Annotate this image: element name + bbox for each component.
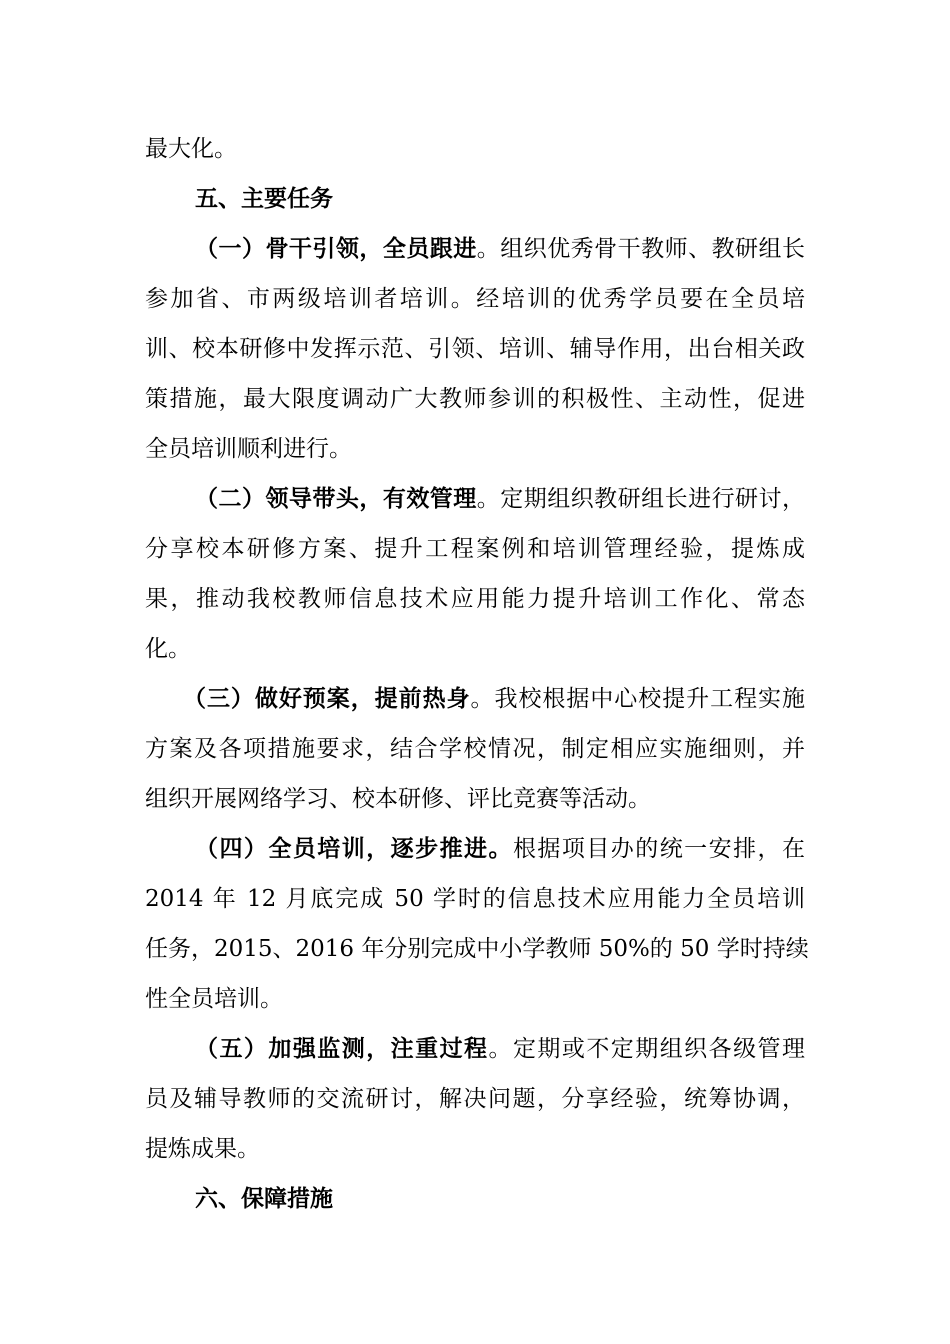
paragraph-line: 提炼成果。 <box>145 1136 260 1162</box>
paragraph-line: 训、校本研修中发挥示范、引领、培训、辅导作用，出台相关政 <box>145 336 805 362</box>
paragraph-line: 全员培训顺利进行。 <box>145 436 352 462</box>
section-heading-5: 五、主要任务 <box>195 186 333 212</box>
paragraph-1-line-1: （一）骨干引领，全员跟进。组织优秀骨干教师、教研组长 <box>195 236 806 262</box>
paragraph-4-line-1: （四）全员培训，逐步推进。根据项目办的统一安排，在 <box>195 836 806 862</box>
paragraph-line: 最大化。 <box>145 136 237 162</box>
paragraph-line: 化。 <box>145 636 191 662</box>
paragraph-2-title: （二）领导带头，有效管理 <box>195 486 477 512</box>
paragraph-line: 2014 年 12 月底完成 50 学时的信息技术应用能力全员培训 <box>145 886 805 912</box>
paragraph-5-title: （五）加强监测，注重过程 <box>195 1036 489 1062</box>
paragraph-4-title: （四）全员培训，逐步推进。 <box>195 836 513 862</box>
paragraph-1-title: （一）骨干引领，全员跟进 <box>195 236 477 262</box>
paragraph-line: 策措施，最大限度调动广大教师参训的积极性、主动性，促进 <box>145 386 805 412</box>
paragraph-line: 分享校本研修方案、提升工程案例和培训管理经验，提炼成 <box>145 536 805 562</box>
section-heading-6: 六、保障措施 <box>195 1186 333 1212</box>
paragraph-line: 组织开展网络学习、校本研修、评比竞赛等活动。 <box>145 786 651 812</box>
paragraph-5-line-1: （五）加强监测，注重过程。定期或不定期组织各级管理 <box>195 1036 806 1062</box>
paragraph-3-line-1: （三）做好预案，提前热身。我校根据中心校提升工程实施 <box>183 686 806 712</box>
paragraph-3-title: （三）做好预案，提前热身 <box>183 686 471 712</box>
paragraph-line: 任务，2015、2016 年分别完成中小学教师 50%的 50 学时持续 <box>145 936 809 962</box>
paragraph-line: 果，推动我校教师信息技术应用能力提升培训工作化、常态 <box>145 586 805 612</box>
paragraph-line: 员及辅导教师的交流研讨，解决问题，分享经验，统筹协调， <box>145 1086 805 1112</box>
paragraph-2-line-1: （二）领导带头，有效管理。定期组织教研组长进行研讨， <box>195 486 806 512</box>
paragraph-line: 参加省、市两级培训者培训。经培训的优秀学员要在全员培 <box>145 286 805 312</box>
paragraph-line: 方案及各项措施要求，结合学校情况，制定相应实施细则，并 <box>145 736 805 762</box>
paragraph-line: 性全员培训。 <box>145 986 283 1012</box>
